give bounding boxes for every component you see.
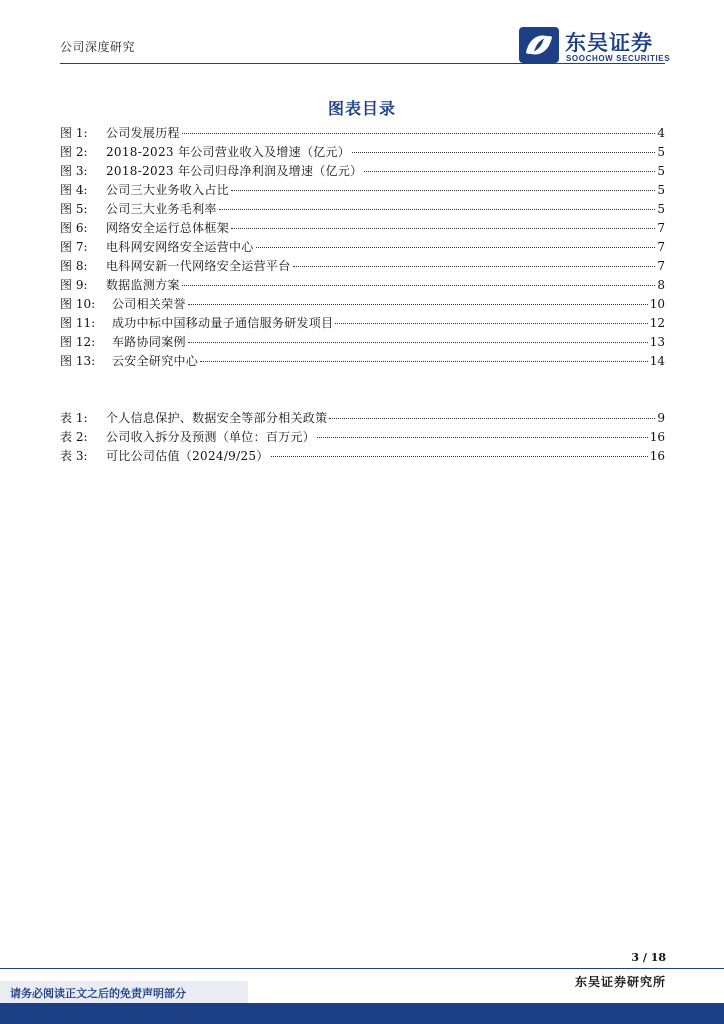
- toc-figure-row[interactable]: [60, 295, 665, 314]
- toc-table-row[interactable]: [60, 409, 665, 428]
- figure-label: 图 13:: [60, 354, 96, 368]
- figure-label: 图 12:: [60, 335, 96, 349]
- figure-index: [60, 124, 665, 371]
- toc-figure-row[interactable]: [60, 200, 665, 219]
- dot-leader: [256, 247, 656, 248]
- figure-page: 14: [649, 354, 665, 368]
- dot-leader: [293, 266, 656, 267]
- toc-table-row[interactable]: [60, 428, 665, 447]
- dot-leader: [231, 190, 655, 191]
- toc-figure-row[interactable]: [60, 352, 665, 371]
- figure-title: 网络安全运行总体框架: [106, 221, 230, 235]
- figure-title: 公司三大业务收入占比: [106, 183, 230, 197]
- toc-table-row[interactable]: [60, 447, 665, 466]
- table-label: 表 3:: [60, 449, 88, 463]
- figure-page: 4: [657, 126, 665, 140]
- page-number: 3 / 18: [631, 951, 666, 964]
- figure-page: 12: [649, 316, 665, 330]
- soochow-logo-icon: [519, 27, 559, 63]
- table-title: 个人信息保护、数据安全等部分相关政策: [106, 411, 328, 425]
- dot-leader: [335, 323, 647, 324]
- toc-figure-row[interactable]: [60, 181, 665, 200]
- dot-leader: [317, 437, 648, 438]
- footer-bar: [0, 1003, 724, 1024]
- figure-label: 图 6:: [60, 221, 88, 235]
- table-page: 16: [649, 430, 665, 444]
- figure-title: 公司相关荣誉: [112, 297, 186, 311]
- table-page: 9: [657, 411, 665, 425]
- dot-leader: [352, 152, 655, 153]
- figure-label: 图 10:: [60, 297, 96, 311]
- figure-title: 云安全研究中心: [112, 354, 199, 368]
- figure-title: 2018-2023 年公司营业收入及增速（亿元）: [106, 145, 351, 159]
- toc-figure-row[interactable]: [60, 257, 665, 276]
- table-page: 16: [649, 449, 665, 463]
- logo-name-en: SOOCHOW SECURITIES: [566, 54, 671, 63]
- footer-divider: [0, 968, 724, 969]
- figure-label: 图 5:: [60, 202, 88, 216]
- figure-label: 图 7:: [60, 240, 88, 254]
- toc-figure-row[interactable]: [60, 143, 665, 162]
- figure-label: 图 3:: [60, 164, 88, 178]
- toc-figure-row[interactable]: [60, 314, 665, 333]
- table-index: [60, 409, 665, 466]
- toc-figure-row[interactable]: [60, 333, 665, 352]
- table-title: 可比公司估值（2024/9/25）: [106, 449, 269, 463]
- figure-title: 电科网安网络安全运营中心: [106, 240, 254, 254]
- figure-title: 2018-2023 年公司归母净利润及增速（亿元）: [106, 164, 363, 178]
- footer-org-name: 东吴证券研究所: [574, 975, 666, 989]
- figure-title: 成功中标中国移动量子通信服务研发项目: [112, 316, 334, 330]
- dot-leader: [182, 133, 656, 134]
- figure-title: 电科网安新一代网络安全运营平台: [106, 259, 291, 273]
- toc-figure-row[interactable]: [60, 276, 665, 295]
- dot-leader: [188, 342, 648, 343]
- figure-page: 7: [657, 221, 665, 235]
- toc-figure-row[interactable]: [60, 124, 665, 143]
- header-divider: [60, 63, 665, 64]
- company-logo: [519, 27, 679, 67]
- dot-leader: [364, 171, 655, 172]
- dot-leader: [219, 209, 656, 210]
- figure-page: 10: [649, 297, 665, 311]
- figure-page: 7: [657, 259, 665, 273]
- figure-label: 图 11:: [60, 316, 96, 330]
- figure-page: 13: [649, 335, 665, 349]
- toc-figure-row[interactable]: [60, 219, 665, 238]
- toc-figure-row[interactable]: [60, 238, 665, 257]
- disclaimer-text: 请务必阅读正文之后的免责声明部分: [10, 987, 186, 1000]
- toc-title: 图表目录: [327, 99, 396, 118]
- dot-leader: [231, 228, 655, 229]
- table-label: 表 2:: [60, 430, 88, 444]
- table-title: 公司收入拆分及预测（单位：百万元）: [106, 430, 316, 444]
- figure-page: 8: [657, 278, 665, 292]
- figure-page: 7: [657, 240, 665, 254]
- toc-figure-row[interactable]: [60, 162, 665, 181]
- figure-label: 图 9:: [60, 278, 88, 292]
- figure-page: 5: [657, 202, 665, 216]
- dot-leader: [329, 418, 655, 419]
- figure-page: 5: [657, 164, 665, 178]
- section-label: 公司深度研究: [60, 40, 136, 54]
- figure-title: 公司发展历程: [106, 126, 180, 140]
- dot-leader: [271, 456, 648, 457]
- dot-leader: [182, 285, 656, 286]
- figure-label: 图 2:: [60, 145, 88, 159]
- figure-page: 5: [657, 183, 665, 197]
- figure-title: 车路协同案例: [112, 335, 186, 349]
- figure-title: 公司三大业务毛利率: [106, 202, 217, 216]
- figure-title: 数据监测方案: [106, 278, 180, 292]
- figure-label: 图 8:: [60, 259, 88, 273]
- dot-leader: [188, 304, 648, 305]
- figure-page: 5: [657, 145, 665, 159]
- dot-leader: [200, 361, 648, 362]
- logo-name-cn: 东吴证券: [565, 31, 653, 55]
- figure-label: 图 1:: [60, 126, 88, 140]
- table-label: 表 1:: [60, 411, 88, 425]
- figure-label: 图 4:: [60, 183, 88, 197]
